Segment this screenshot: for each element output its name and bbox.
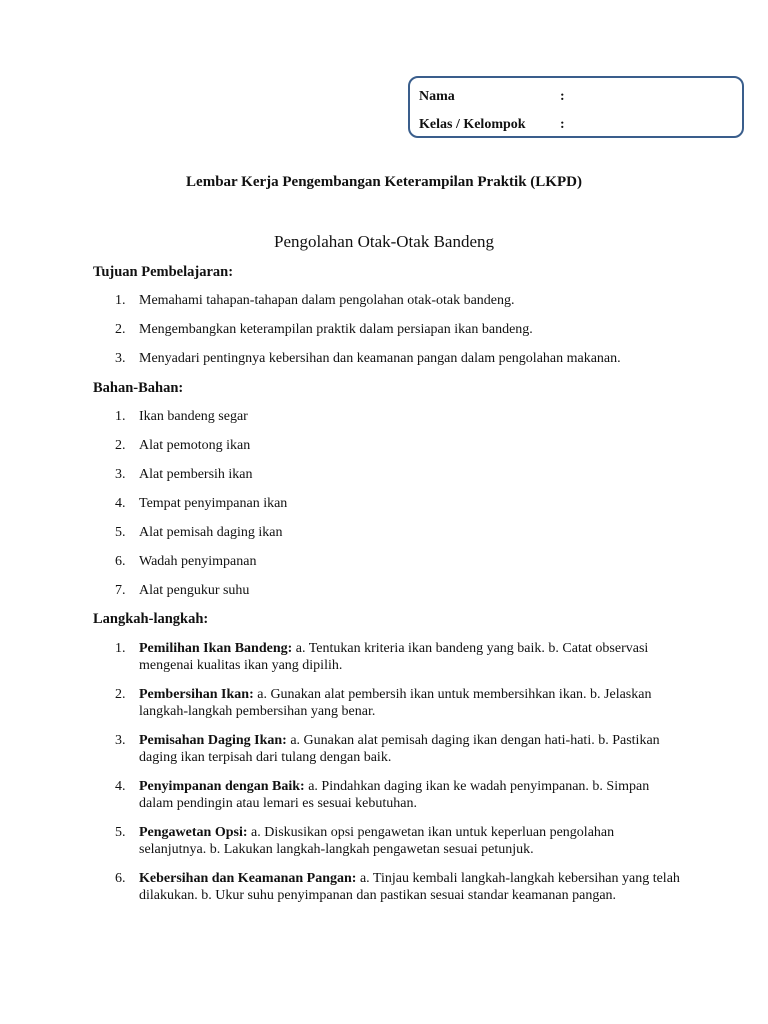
item-text: Ikan bandeng segar	[139, 409, 248, 424]
step-text: a. Diskusikan opsi pengawetan ikan untuk keperluan pengolahan selanjutnya. b. Lakukan langkah-langkah pengawetan sesuai petunjuk.	[139, 825, 615, 857]
learning-objectives-heading: Tujuan Pembelajaran:	[93, 264, 234, 280]
item-number: 7.	[115, 583, 126, 598]
item-number: 2.	[115, 438, 126, 453]
item-number: 3.	[115, 351, 126, 366]
name-row	[419, 89, 565, 105]
step-item	[93, 640, 683, 674]
item-number: 1.	[115, 293, 126, 308]
list-item	[93, 495, 683, 512]
item-number: 6.	[115, 871, 126, 886]
item-text: Alat pemisah daging ikan	[139, 525, 283, 540]
class-group-colon: :	[560, 117, 565, 132]
step-title: Pemilihan Ikan Bandeng:	[139, 641, 293, 656]
step-item	[93, 732, 683, 766]
item-number: 4.	[115, 779, 126, 794]
step-text: a. Tentukan kriteria ikan bandeng yang baik. b. Catat observasi mengenai kualitas ikan yang dipilih.	[139, 641, 649, 673]
step-text: a. Tinjau kembali langkah-langkah kebersihan yang telah dilakukan. b. Ukur suhu penyimpanan dan pastikan sesuai standar keamanan pangan.	[139, 871, 680, 903]
class-group-row	[419, 117, 565, 133]
step-text: a. Gunakan alat pemisah daging ikan dengan hati-hati. b. Pastikan daging ikan terpisah dari tulang dengan baik.	[139, 733, 660, 765]
item-number: 6.	[115, 554, 126, 569]
list-item	[93, 524, 683, 541]
step-title: Pemisahan Daging Ikan:	[139, 733, 287, 748]
item-text: Alat pengukur suhu	[139, 583, 250, 598]
item-text: Mengembangkan keterampilan praktik dalam persiapan ikan bandeng.	[139, 322, 533, 337]
step-item	[93, 870, 683, 904]
name-label: Nama	[419, 89, 455, 104]
list-item	[93, 466, 683, 483]
item-number: 3.	[115, 733, 126, 748]
list-item	[93, 321, 683, 338]
item-text: Wadah penyimpanan	[139, 554, 257, 569]
item-number: 4.	[115, 496, 126, 511]
step-title: Kebersihan dan Keamanan Pangan:	[139, 871, 357, 886]
main-title: Pengolahan Otak-Otak Bandeng	[274, 232, 494, 251]
item-number: 2.	[115, 687, 126, 702]
step-text: a. Pindahkan daging ikan ke wadah penyimpanan. b. Simpan dalam pendingin atau lemari es sesuai kebutuhan.	[139, 779, 650, 811]
materials-list	[93, 408, 683, 611]
item-number: 2.	[115, 322, 126, 337]
item-text: Tempat penyimpanan ikan	[139, 496, 288, 511]
document-title: Lembar Kerja Pengembangan Keterampilan Praktik (LKPD)	[186, 174, 582, 190]
steps-heading: Langkah-langkah:	[93, 611, 209, 627]
item-number: 5.	[115, 825, 126, 840]
item-number: 3.	[115, 467, 126, 482]
step-title: Penyimpanan dengan Baik:	[139, 779, 305, 794]
learning-objectives-list	[93, 292, 683, 379]
item-number: 1.	[115, 409, 126, 424]
student-identity-box	[408, 76, 744, 138]
class-group-label: Kelas / Kelompok	[419, 117, 526, 132]
item-text: Alat pembersih ikan	[139, 467, 253, 482]
step-item	[93, 778, 683, 812]
list-item	[93, 437, 683, 454]
item-text: Alat pemotong ikan	[139, 438, 251, 453]
step-text: a. Gunakan alat pembersih ikan untuk membersihkan ikan. b. Jelaskan langkah-langkah pembersihan yang benar.	[139, 687, 652, 719]
steps-list	[93, 640, 683, 916]
item-text: Memahami tahapan-tahapan dalam pengolahan otak-otak bandeng.	[139, 293, 515, 308]
list-item	[93, 292, 683, 309]
step-title: Pengawetan Opsi:	[139, 825, 248, 840]
step-item	[93, 686, 683, 720]
item-number: 5.	[115, 525, 126, 540]
name-colon: :	[560, 89, 565, 104]
list-item	[93, 350, 683, 367]
list-item	[93, 408, 683, 425]
item-number: 1.	[115, 641, 126, 656]
list-item	[93, 582, 683, 599]
step-item	[93, 824, 683, 858]
step-title: Pembersihan Ikan:	[139, 687, 254, 702]
list-item	[93, 553, 683, 570]
item-text: Menyadari pentingnya kebersihan dan keamanan pangan dalam pengolahan makanan.	[139, 351, 621, 366]
materials-heading: Bahan-Bahan:	[93, 380, 184, 396]
